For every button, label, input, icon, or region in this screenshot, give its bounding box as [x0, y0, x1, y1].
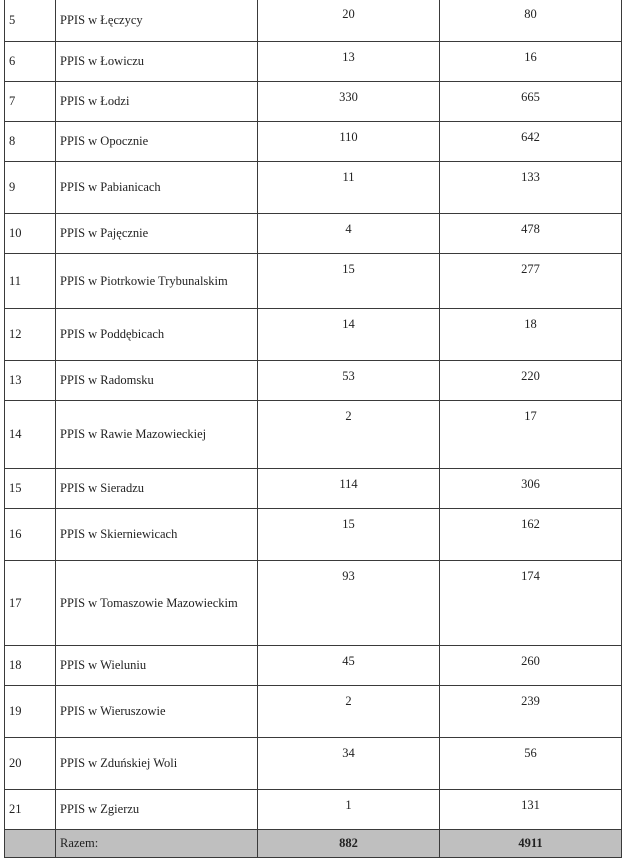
- total-number-cell: [5, 830, 56, 858]
- table-row: [5, 254, 622, 309]
- row-number: 14: [5, 401, 56, 469]
- row-value-a: 45: [258, 646, 440, 686]
- total-row: [5, 830, 622, 858]
- table-row: [5, 361, 622, 401]
- row-value-b: 277: [440, 254, 622, 309]
- row-value-b: 17: [440, 401, 622, 469]
- row-name: PPIS w Łodzi: [56, 82, 258, 122]
- row-number: 11: [5, 254, 56, 309]
- table-row: [5, 162, 622, 214]
- row-name: PPIS w Sieradzu: [56, 469, 258, 509]
- total-value-b: 4911: [440, 830, 622, 858]
- table-row: [5, 646, 622, 686]
- table-row: [5, 509, 622, 561]
- row-name: PPIS w Tomaszowie Mazowieckim: [56, 561, 258, 646]
- table-row: [5, 42, 622, 82]
- row-number: 8: [5, 122, 56, 162]
- table-row: [5, 214, 622, 254]
- row-number: 19: [5, 686, 56, 738]
- table-row: [5, 738, 622, 790]
- row-number: 9: [5, 162, 56, 214]
- table-row: [5, 309, 622, 361]
- row-value-b: 174: [440, 561, 622, 646]
- table-row: [5, 82, 622, 122]
- row-name: PPIS w Skierniewicach: [56, 509, 258, 561]
- row-number: 13: [5, 361, 56, 401]
- row-number: 18: [5, 646, 56, 686]
- table-row: [5, 686, 622, 738]
- row-value-b: 80: [440, 0, 622, 42]
- row-value-a: 14: [258, 309, 440, 361]
- row-value-b: 478: [440, 214, 622, 254]
- row-value-b: 239: [440, 686, 622, 738]
- row-value-a: 11: [258, 162, 440, 214]
- row-value-a: 2: [258, 401, 440, 469]
- row-value-b: 220: [440, 361, 622, 401]
- row-number: 5: [5, 0, 56, 42]
- table-row: [5, 561, 622, 646]
- row-name: PPIS w Poddębicach: [56, 309, 258, 361]
- row-value-a: 20: [258, 0, 440, 42]
- row-value-a: 110: [258, 122, 440, 162]
- row-name: PPIS w Pajęcznie: [56, 214, 258, 254]
- row-value-a: 53: [258, 361, 440, 401]
- row-number: 10: [5, 214, 56, 254]
- row-value-b: 665: [440, 82, 622, 122]
- row-name: PPIS w Pabianicach: [56, 162, 258, 214]
- row-value-b: 131: [440, 790, 622, 830]
- table-row: [5, 401, 622, 469]
- row-number: 21: [5, 790, 56, 830]
- row-value-b: 16: [440, 42, 622, 82]
- row-value-b: 642: [440, 122, 622, 162]
- row-name: PPIS w Wieruszowie: [56, 686, 258, 738]
- row-value-a: 1: [258, 790, 440, 830]
- row-value-b: 162: [440, 509, 622, 561]
- row-value-a: 2: [258, 686, 440, 738]
- row-value-a: 93: [258, 561, 440, 646]
- row-number: 17: [5, 561, 56, 646]
- total-label: Razem:: [56, 830, 258, 858]
- row-value-a: 34: [258, 738, 440, 790]
- data-table: [4, 0, 622, 858]
- row-name: PPIS w Łowiczu: [56, 42, 258, 82]
- table-row: [5, 0, 622, 42]
- row-value-a: 13: [258, 42, 440, 82]
- row-name: PPIS w Łęczycy: [56, 0, 258, 42]
- row-number: 16: [5, 509, 56, 561]
- row-value-b: 18: [440, 309, 622, 361]
- table-row: [5, 122, 622, 162]
- total-value-a: 882: [258, 830, 440, 858]
- row-number: 6: [5, 42, 56, 82]
- row-value-b: 133: [440, 162, 622, 214]
- row-number: 7: [5, 82, 56, 122]
- row-name: PPIS w Zduńskiej Woli: [56, 738, 258, 790]
- row-value-b: 56: [440, 738, 622, 790]
- row-number: 20: [5, 738, 56, 790]
- row-value-a: 15: [258, 254, 440, 309]
- row-name: PPIS w Radomsku: [56, 361, 258, 401]
- row-name: PPIS w Piotrkowie Trybunalskim: [56, 254, 258, 309]
- row-number: 15: [5, 469, 56, 509]
- row-value-a: 15: [258, 509, 440, 561]
- row-value-b: 260: [440, 646, 622, 686]
- table-row: [5, 790, 622, 830]
- row-value-a: 330: [258, 82, 440, 122]
- row-number: 12: [5, 309, 56, 361]
- row-name: PPIS w Rawie Mazowieckiej: [56, 401, 258, 469]
- row-value-b: 306: [440, 469, 622, 509]
- row-value-a: 114: [258, 469, 440, 509]
- row-name: PPIS w Zgierzu: [56, 790, 258, 830]
- row-name: PPIS w Opocznie: [56, 122, 258, 162]
- row-value-a: 4: [258, 214, 440, 254]
- row-name: PPIS w Wieluniu: [56, 646, 258, 686]
- table-row: [5, 469, 622, 509]
